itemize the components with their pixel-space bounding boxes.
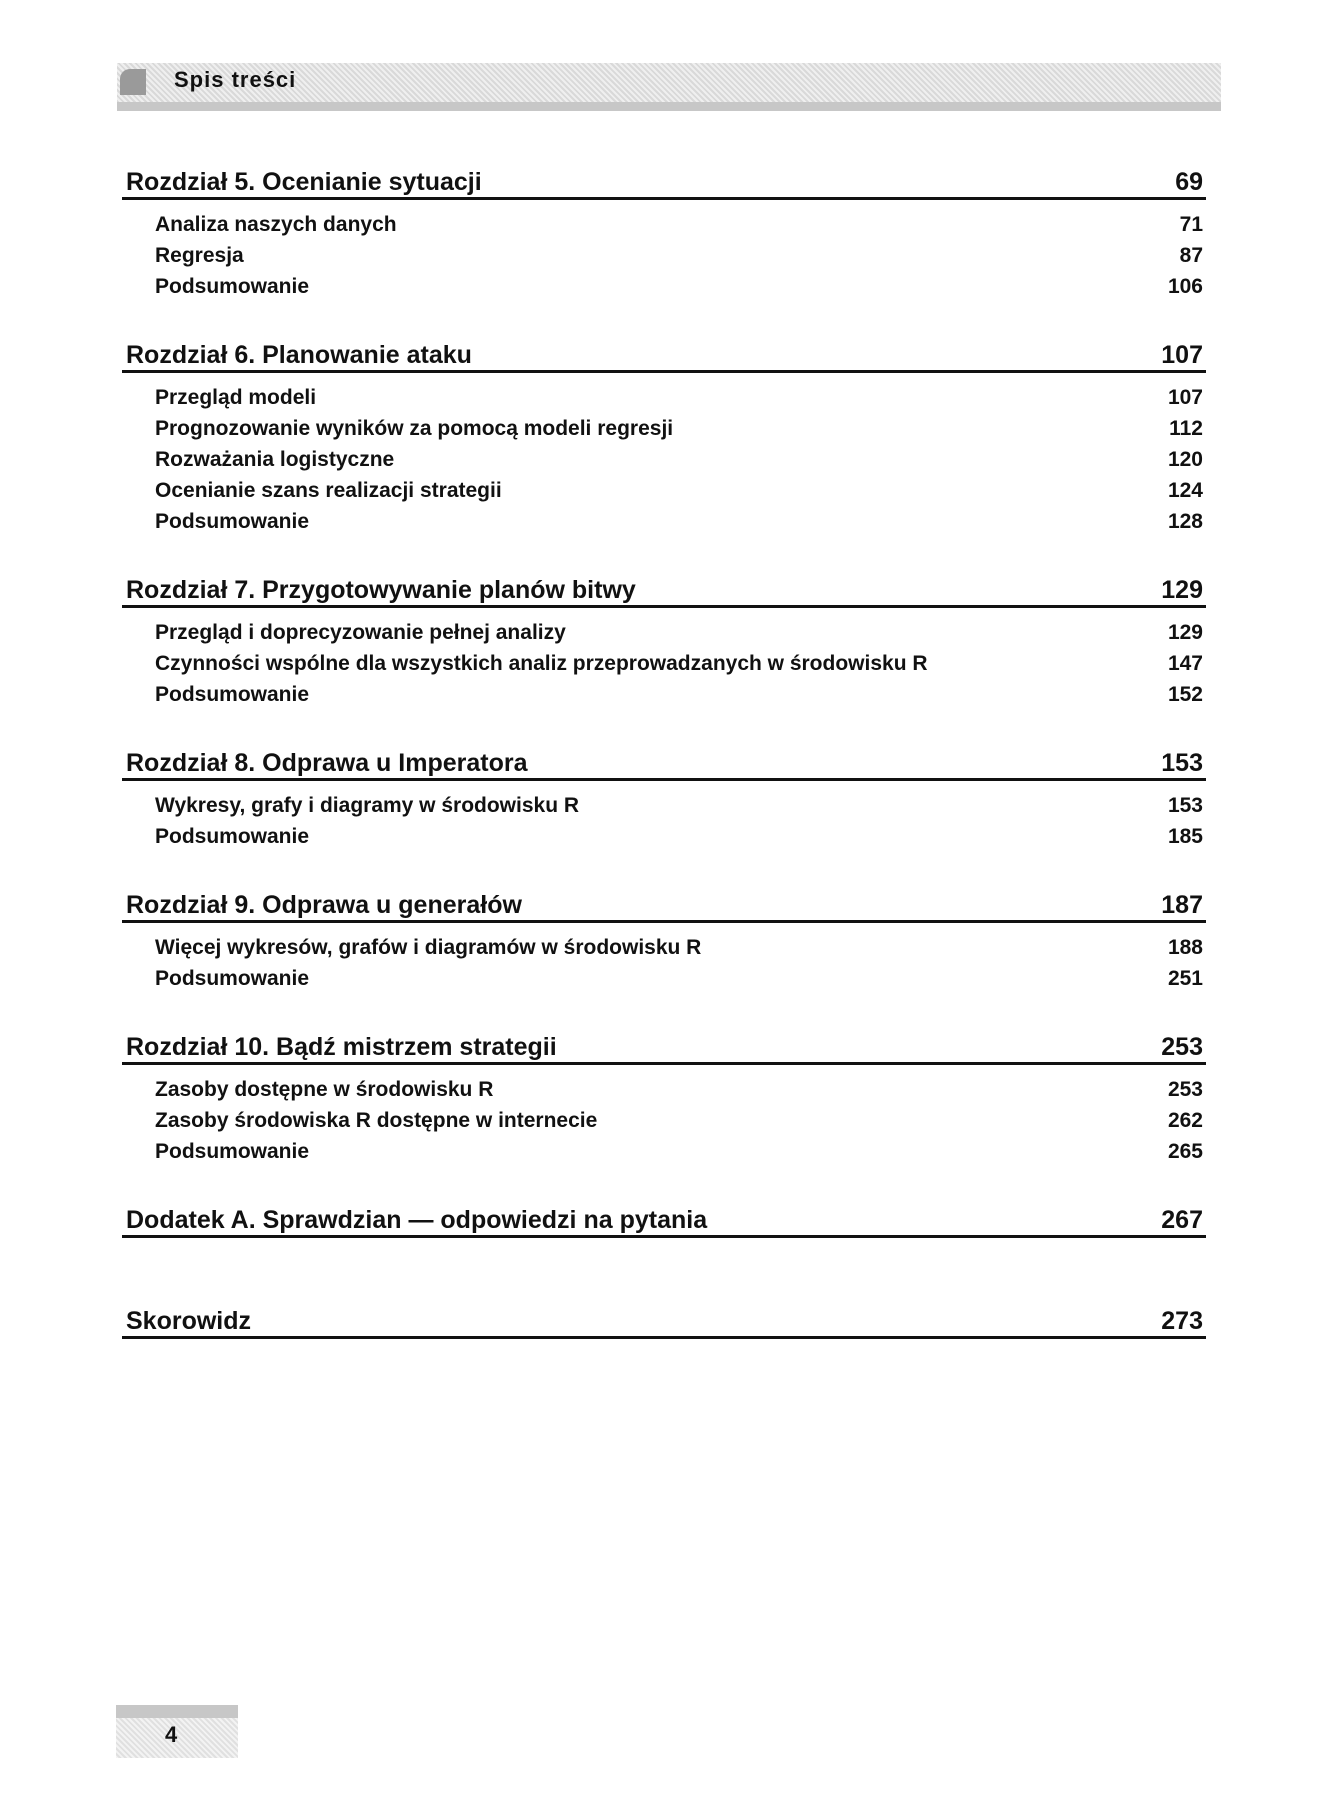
chapter-title: Rozdział 8. Odprawa u Imperatora — [126, 749, 528, 777]
entry-page: 71 — [1179, 213, 1203, 236]
chapter-title: Rozdział 5. Ocenianie sytuacji — [126, 168, 482, 196]
entry-page: 188 — [1167, 936, 1203, 959]
header-tab-marker — [120, 69, 146, 95]
chapter-heading[interactable] — [122, 155, 1206, 200]
toc-chapter — [122, 878, 1206, 994]
entry-title: Ocenianie szans realizacji strategii — [155, 479, 502, 502]
chapter-entries — [122, 781, 1206, 852]
chapter-heading[interactable] — [122, 563, 1206, 608]
toc-entry[interactable] — [155, 932, 1203, 963]
appendix-page: 267 — [1161, 1206, 1203, 1234]
entry-title: Zasoby dostępne w środowisku R — [155, 1078, 494, 1101]
toc-chapter — [122, 1020, 1206, 1167]
chapter-title: Rozdział 10. Bądź mistrzem strategii — [126, 1033, 557, 1061]
header-title: Spis treści — [174, 67, 297, 92]
entry-title: Podsumowanie — [155, 967, 310, 990]
header-underline-bar — [117, 102, 1221, 111]
entry-title: Podsumowanie — [155, 1140, 310, 1163]
entry-page: 253 — [1167, 1078, 1203, 1101]
toc-entry[interactable] — [155, 1105, 1203, 1136]
entry-title: Zasoby środowiska R dostępne w internecie — [155, 1109, 598, 1132]
entry-title: Prognozowanie wyników za pomocą modeli regresji — [155, 417, 674, 440]
toc-index — [122, 1294, 1206, 1339]
entry-page: 120 — [1167, 448, 1203, 471]
entry-title: Przegląd i doprecyzowanie pełnej analizy — [155, 621, 566, 644]
chapter-entries — [122, 373, 1206, 537]
footer-strip — [116, 1705, 238, 1718]
toc-entry[interactable] — [155, 413, 1203, 444]
chapter-page: 69 — [1175, 168, 1203, 196]
toc-chapter — [122, 328, 1206, 537]
chapter-title: Rozdział 6. Planowanie ataku — [126, 341, 472, 369]
chapter-page: 107 — [1161, 341, 1203, 369]
entry-title: Wykresy, grafy i diagramy w środowisku R — [155, 794, 580, 817]
entry-title: Podsumowanie — [155, 683, 310, 706]
table-of-contents — [122, 155, 1206, 1365]
chapter-page: 153 — [1161, 749, 1203, 777]
chapter-page: 187 — [1161, 891, 1203, 919]
toc-entry[interactable] — [155, 679, 1203, 710]
chapter-heading[interactable] — [122, 1020, 1206, 1065]
toc-entry[interactable] — [155, 475, 1203, 506]
index-heading[interactable] — [122, 1294, 1206, 1339]
toc-entry[interactable] — [155, 821, 1203, 852]
entry-page: 185 — [1167, 825, 1203, 848]
entry-page: 107 — [1167, 386, 1203, 409]
entry-page: 152 — [1167, 683, 1203, 706]
entry-page: 147 — [1167, 652, 1203, 675]
chapter-title: Rozdział 7. Przygotowywanie planów bitwy — [126, 576, 636, 604]
chapter-entries — [122, 200, 1206, 302]
chapter-title: Rozdział 9. Odprawa u generałów — [126, 891, 522, 919]
appendix-title: Dodatek A. Sprawdzian — odpowiedzi na pytania — [126, 1206, 708, 1234]
toc-entry[interactable] — [155, 271, 1203, 302]
index-page: 273 — [1161, 1307, 1203, 1335]
toc-entry[interactable] — [155, 648, 1203, 679]
chapter-entries — [122, 608, 1206, 710]
entry-page: 106 — [1167, 275, 1203, 298]
toc-entry[interactable] — [155, 506, 1203, 537]
appendix-heading[interactable] — [122, 1193, 1206, 1238]
chapter-heading[interactable] — [122, 328, 1206, 373]
toc-entry[interactable] — [155, 1074, 1203, 1105]
entry-page: 87 — [1179, 244, 1203, 267]
entry-page: 265 — [1167, 1140, 1203, 1163]
page-header — [117, 63, 1221, 111]
entry-page: 129 — [1167, 621, 1203, 644]
entry-title: Podsumowanie — [155, 825, 310, 848]
toc-entry[interactable] — [155, 444, 1203, 475]
entry-title: Podsumowanie — [155, 510, 310, 533]
entry-page: 251 — [1167, 967, 1203, 990]
toc-entry[interactable] — [155, 790, 1203, 821]
entry-title: Podsumowanie — [155, 275, 310, 298]
toc-entry[interactable] — [155, 209, 1203, 240]
entry-page: 153 — [1167, 794, 1203, 817]
entry-page: 124 — [1167, 479, 1203, 502]
toc-entry[interactable] — [155, 240, 1203, 271]
toc-chapter — [122, 155, 1206, 302]
index-title: Skorowidz — [126, 1307, 252, 1335]
toc-chapter — [122, 736, 1206, 852]
chapter-entries — [122, 1065, 1206, 1167]
entry-title: Przegląd modeli — [155, 386, 317, 409]
toc-appendix — [122, 1193, 1206, 1238]
chapter-heading[interactable] — [122, 736, 1206, 781]
chapter-entries — [122, 923, 1206, 994]
entry-page: 112 — [1169, 417, 1203, 440]
chapter-page: 253 — [1161, 1033, 1203, 1061]
page-number: 4 — [165, 1722, 178, 1747]
entry-title: Rozważania logistyczne — [155, 448, 395, 471]
entry-title: Analiza naszych danych — [155, 213, 397, 236]
entry-title: Więcej wykresów, grafów i diagramów w środowisku R — [155, 936, 702, 959]
entry-title: Czynności wspólne dla wszystkich analiz przeprowadzanych w środowisku R — [155, 652, 928, 675]
entry-title: Regresja — [155, 244, 244, 267]
toc-chapter — [122, 563, 1206, 710]
entry-page: 262 — [1167, 1109, 1203, 1132]
toc-entry[interactable] — [155, 1136, 1203, 1167]
toc-entry[interactable] — [155, 963, 1203, 994]
chapter-page: 129 — [1161, 576, 1203, 604]
chapter-heading[interactable] — [122, 878, 1206, 923]
entry-page: 128 — [1167, 510, 1203, 533]
toc-entry[interactable] — [155, 617, 1203, 648]
toc-entry[interactable] — [155, 382, 1203, 413]
